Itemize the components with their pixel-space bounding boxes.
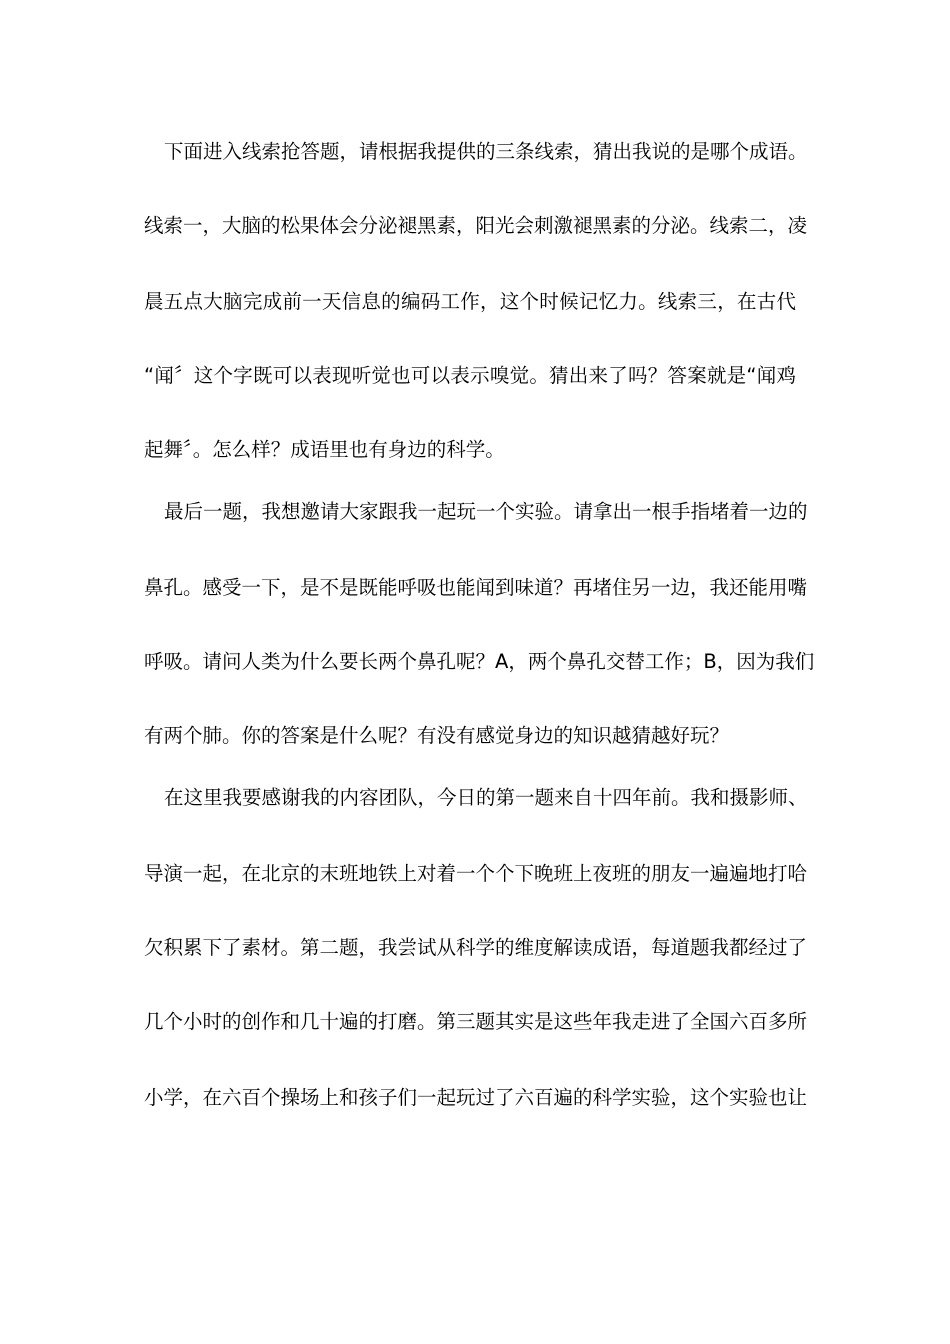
paragraph-1-line-3: 晨五点大脑完成前一天信息的编码工作，这个时候记忆力。线索三，在古代 <box>144 290 796 313</box>
paragraph-2-line-3: 呼吸。请问人类为什么要长两个鼻孔呢？A，两个鼻孔交替工作；B，因为我们 <box>144 650 815 673</box>
paragraph-3-line-3: 欠积累下了素材。第二题，我尝试从科学的维度解读成语，每道题我都经过了 <box>144 936 808 959</box>
paragraph-3-line-2: 导演一起，在北京的末班地铁上对着一个个下晚班上夜班的朋友一遍遍地打哈 <box>144 862 808 885</box>
paragraph-2-line-2: 鼻孔。感受一下，是不是既能呼吸也能闻到味道？再堵住另一边，我还能用嘴 <box>144 576 808 599</box>
paragraph-1-line-5: 起舞〞。怎么样？成语里也有身边的科学。 <box>144 438 505 461</box>
paragraph-1-line-2: 线索一，大脑的松果体会分泌褪黑素，阳光会刺激褪黑素的分泌。线索二，凌 <box>144 214 808 237</box>
paragraph-3-line-4: 几个小时的创作和几十遍的打磨。第三题其实是这些年我走进了全国六百多所 <box>144 1010 808 1033</box>
paragraph-3-line-5: 小学，在六百个操场上和孩子们一起玩过了六百遍的科学实验，这个实验也让 <box>144 1086 808 1109</box>
paragraph-1-line-1: 下面进入线索抢答题，请根据我提供的三条线索，猜出我说的是哪个成语。 <box>164 140 808 163</box>
paragraph-3-line-1: 在这里我要感谢我的内容团队，今日的第一题来自十四年前。我和摄影师、 <box>164 786 808 809</box>
paragraph-2-line-4: 有两个肺。你的答案是什么呢？有没有感觉身边的知识越猜越好玩？ <box>144 724 730 747</box>
paragraph-1-line-4: “闻〞这个字既可以表现听觉也可以表示嗅觉。猜出来了吗？答案就是“闻鸡 <box>144 364 796 387</box>
paragraph-2-line-1: 最后一题，我想邀请大家跟我一起玩一个实验。请拿出一根手指堵着一边的 <box>164 500 808 523</box>
